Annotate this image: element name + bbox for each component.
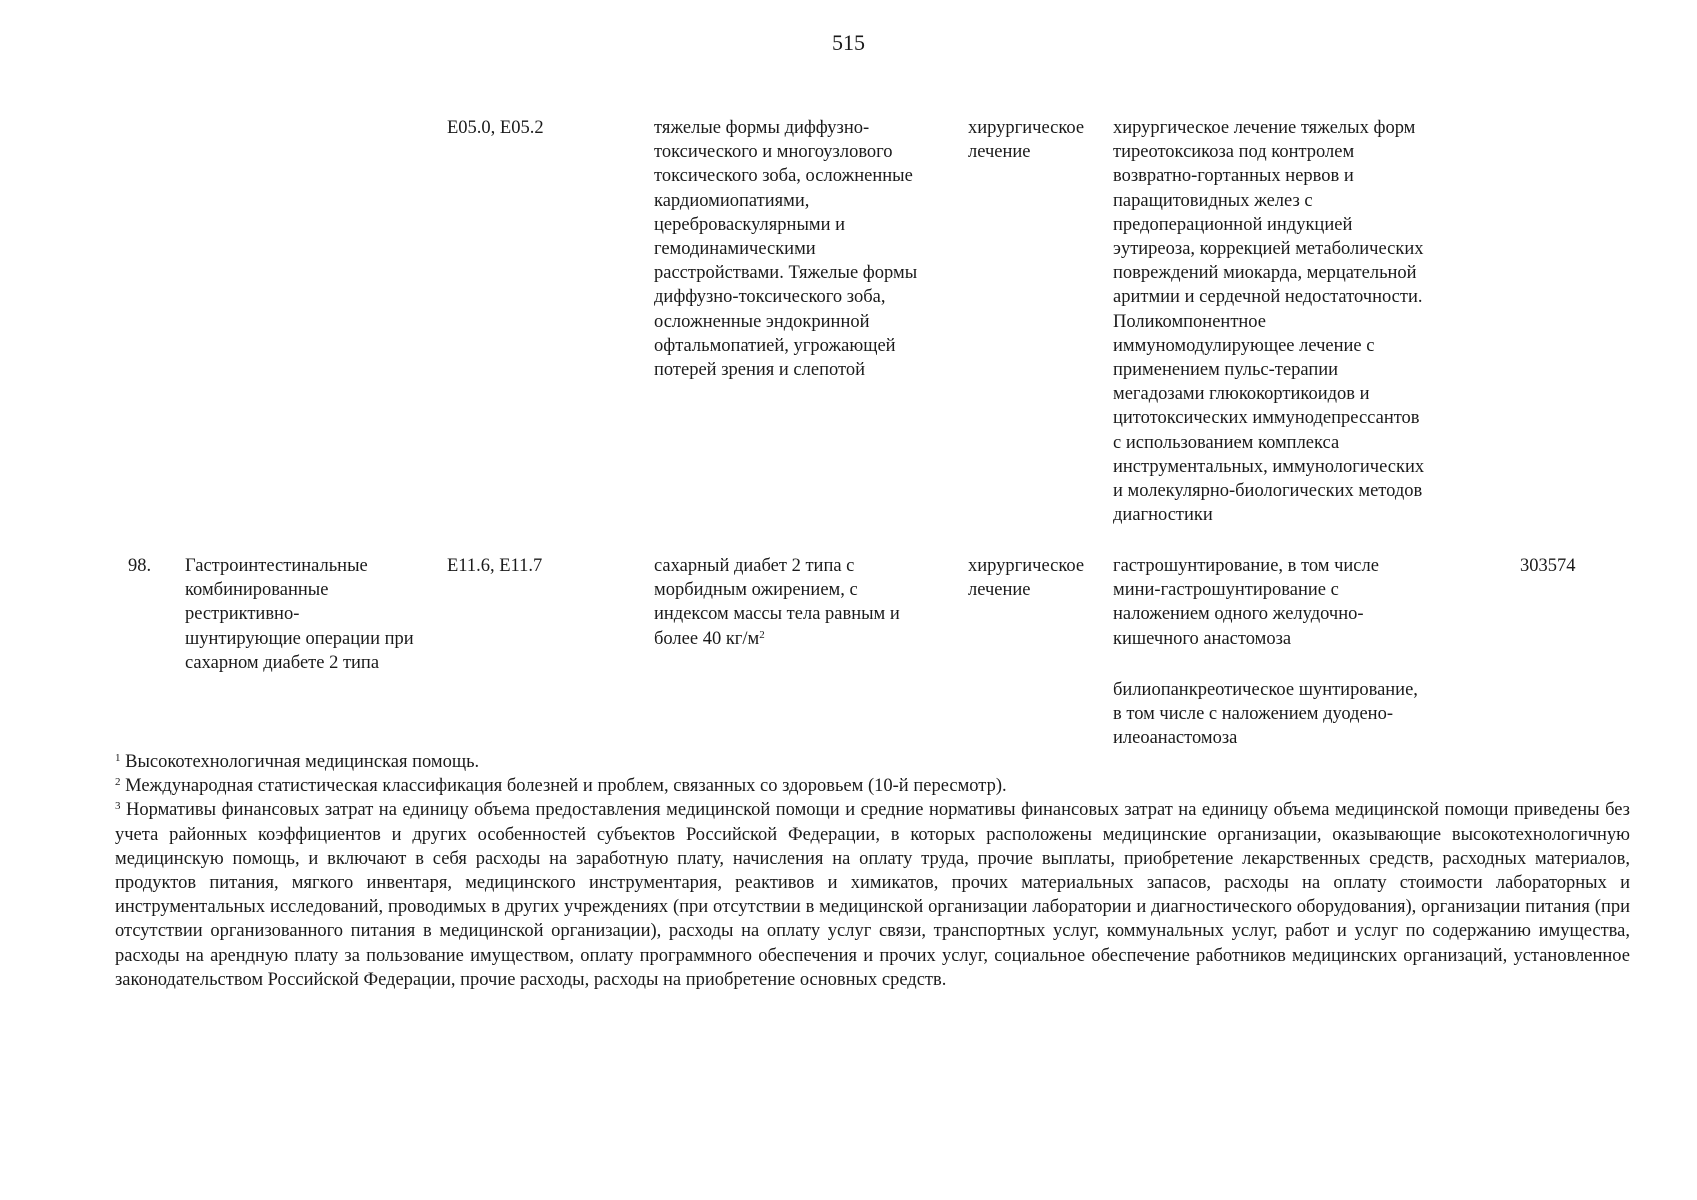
- patient-model: сахарный диабет 2 типа с морбидным ожирением, с индексом массы тела равным и более 40 $кг/м^2$: [654, 556, 900, 649]
- page-number: 515: [832, 30, 865, 55]
- footnote: $^3$ Нормативы финансовых затрат на единицу объема предоставления медицинской помощи и средние нормативы финансовых затрат на единицу объема медицинской помощи приведены без учета районных коэффициентов и других особенностей субъектов Российской Федерации, в которых расположены медицинские организации, оказывающие высокотехнологичную медицинскую помощь, и включают в себя расходы на заработную плату, начисления на оплату труда, прочие выплаты, приобретение лекарственных средств, расходных материалов, продуктов питания, мягкого инвентаря, медицинского инструментария, реактивов и химикатов, прочих материальных запасов, расходы на оплату стоимости лабораторных и инструментальных исследований, проводимых в других учреждениях (при отсутствии в медицинской организации лаборатории и диагностического оборудования), организации питания (при отсутствии организованного питания в медицинской организации), расходы на оплату услуг связи, транспортных услуг, коммунальных услуг, работ и услуг по содержанию имущества, расходы на арендную плату за пользование имуществом, оплату программного обеспечения и прочих услуг, социальное обеспечение работников медицинских организаций, установленное законодательством Российской Федерации, прочие расходы, расходы на приобретение основных средств.: [115, 800, 1630, 990]
- treatment-type: хирургическое лечение: [968, 118, 1085, 163]
- treatment-method: хирургическое лечение тяжелых форм тиреотоксикоза под контролем возвратно-гортанных нервов и паращитовидных желез с предоперационной индукцией эутиреоза, коррекцией метаболических повреждений миокарда, мерцательной аритмии и сердечной недостаточности. Поликомпонентное иммуномодулирующее лечение с применением пульс-терапии мегадозами глюкокортикоидов и цитотоксических иммунодепрессантов с использованием комплекса инструментальных, иммунологических и молекулярно-биологических методов диагностики: [1113, 118, 1425, 526]
- superscript: 2: [759, 628, 765, 641]
- treatment-type: хирургическое лечение: [968, 556, 1085, 601]
- patient-model: тяжелые формы диффузно- токсического и многоузлового токсического зоба, осложненные кардиомиопатиями, цереброваскулярными и гемодинамическими расстройствами. Тяжелые формы диффузно-токсического зоба, осложненные эндокринной офтальмопатией, угрожающей потерей зрения и слепотой: [654, 118, 918, 381]
- footnotes: [115, 750, 1630, 992]
- cost-value: 303574: [1520, 556, 1576, 576]
- row-number: 98.: [128, 556, 152, 576]
- diagnosis-codes: E05.0, E05.2: [447, 118, 544, 138]
- footnote: $^1$ Высокотехнологичная медицинская помощь.: [115, 752, 480, 772]
- procedure-name: Гастроинтестинальные комбинированные рестриктивно- шунтирующие операции при сахарном диабете 2 типа: [185, 556, 414, 673]
- footnote: $^2$ Международная статистическая классификация болезней и проблем, связанных со здоровьем (10-й пересмотр).: [115, 776, 1007, 797]
- treatment-method: гастрошунтирование, в том числе мини-гастрошунтирование с наложением одного желудочно- кишечного анастомоза билиопанкреотическое шунтирование, в том числе с наложением дуодено- илеоанастомоза: [1113, 556, 1418, 749]
- diagnosis-codes: E11.6, E11.7: [447, 556, 543, 576]
